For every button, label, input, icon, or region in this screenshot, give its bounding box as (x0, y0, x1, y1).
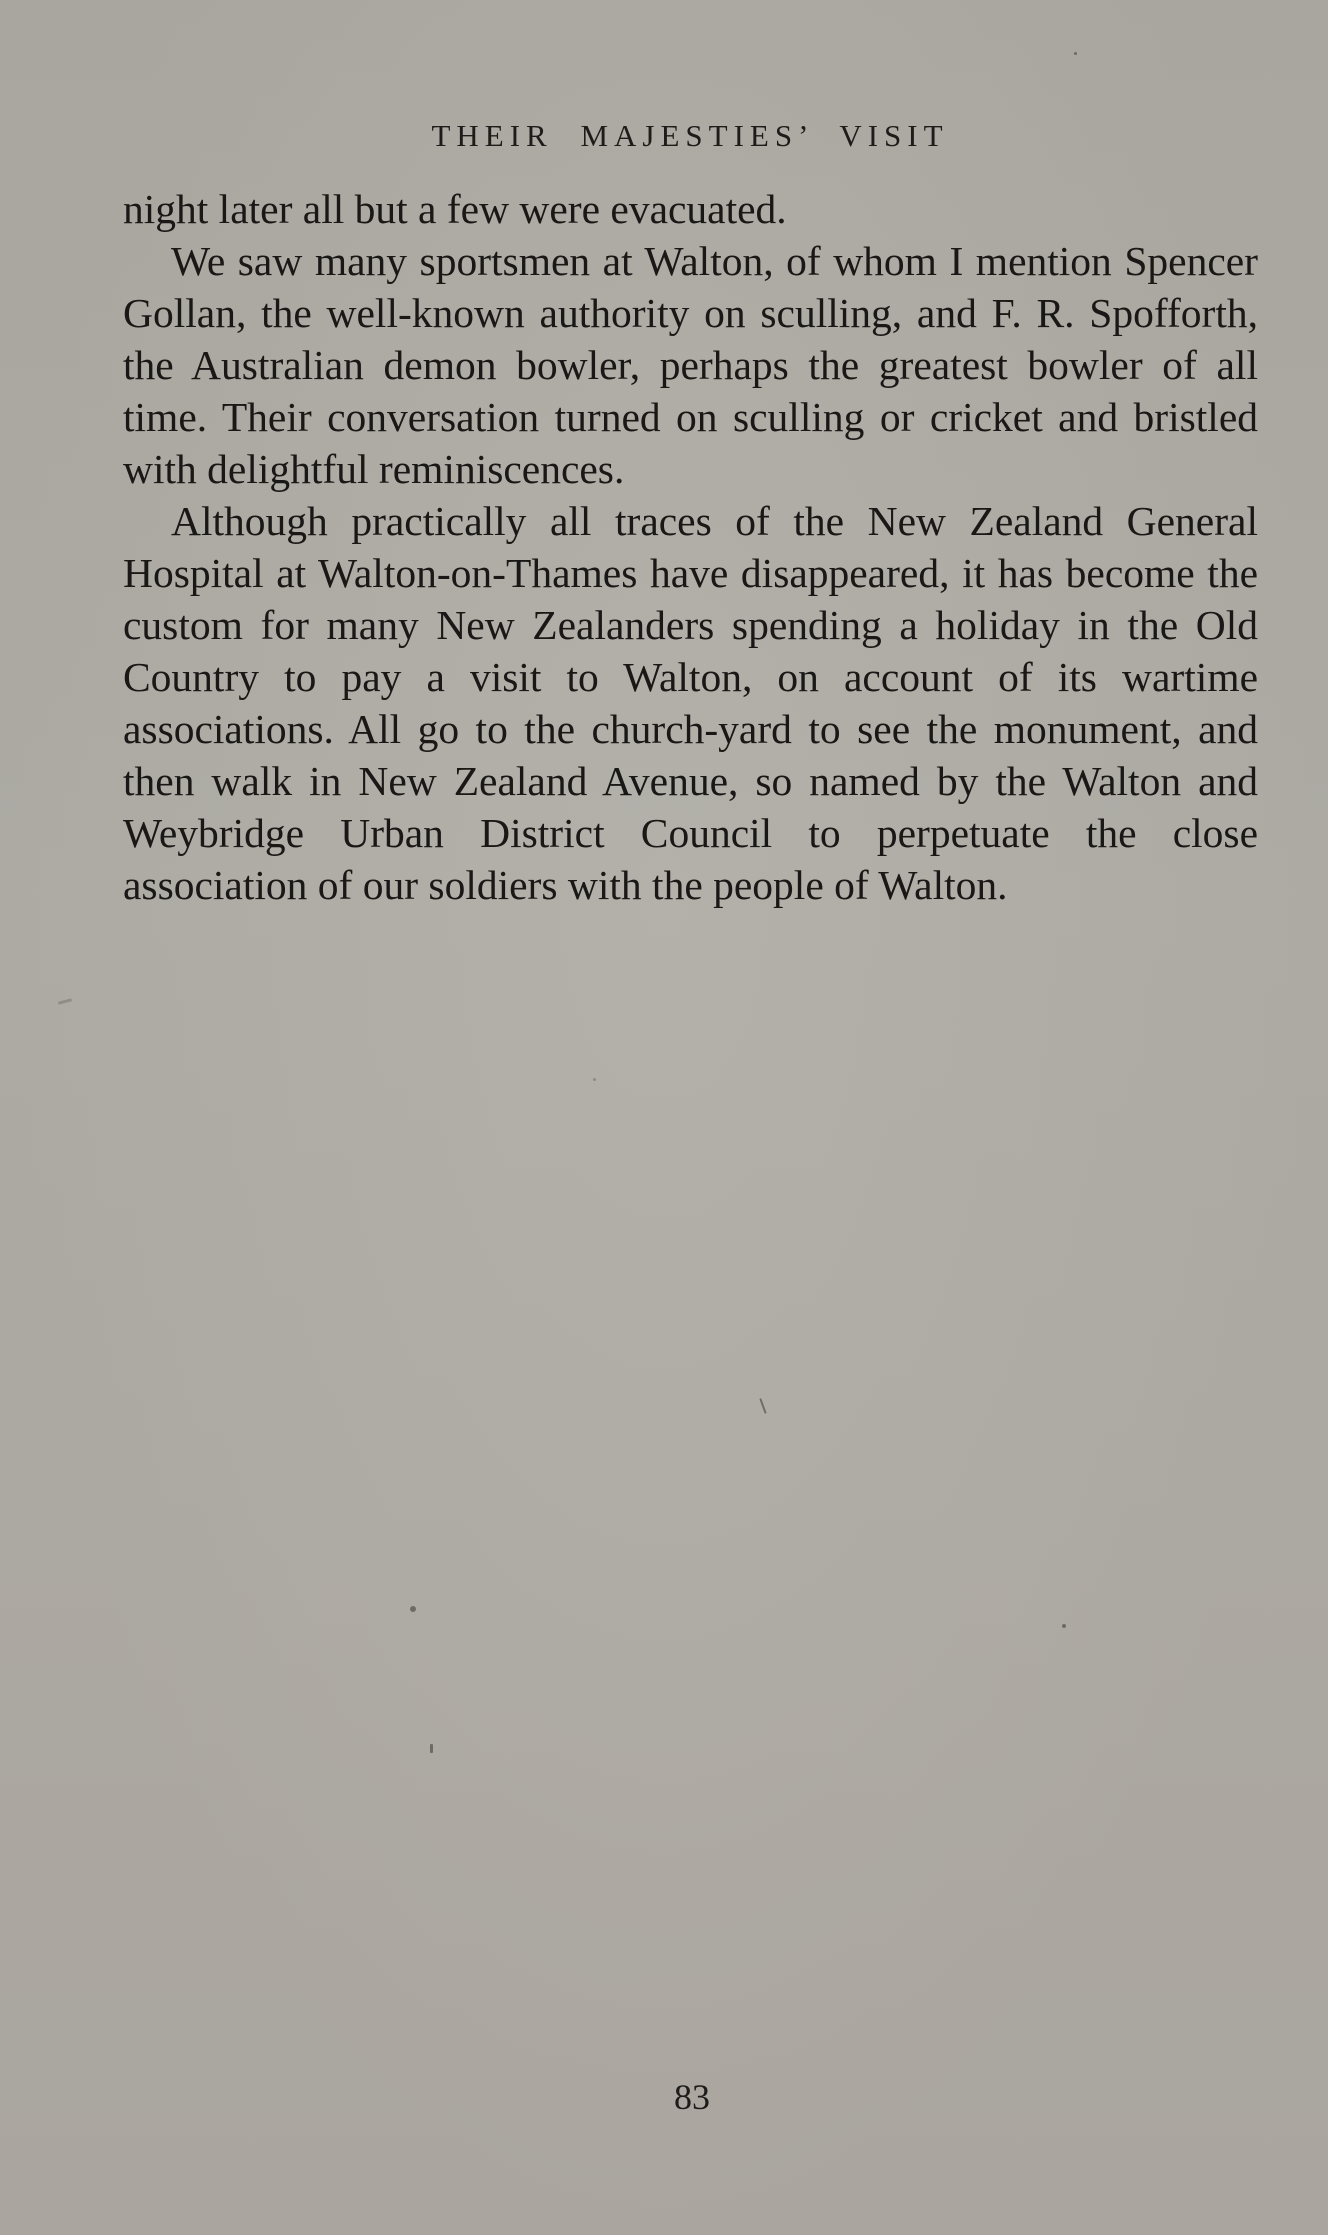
running-head: THEIR MAJESTIES’ VISIT (431, 118, 949, 153)
paper-speck (410, 1606, 416, 1612)
paper-speck (1074, 52, 1077, 55)
paper-speck (593, 1078, 596, 1081)
paper-speck (1062, 1624, 1066, 1628)
paper-speck (58, 998, 72, 1005)
paper-speck (430, 1744, 433, 1753)
paper-speck (759, 1398, 766, 1414)
body-text (123, 183, 1258, 911)
paragraph-1: night later all but a few were evacuated. (123, 186, 787, 232)
paragraph-3: Although practically all traces of the New Zealand General Hospital at Walton-on-Thames have disappeared, it has become the custom for many New Zealanders spending a holiday in the Old Country to pay a visit to Walton, on account of its wartime associations. All go to the church-yard to see the monument, and then walk in New Zealand Avenue, so named by the Walton and Weybridge Urban District Council to perpetuate the close association of our soldiers with the people of Walton. (123, 498, 1258, 908)
paragraph-2: We saw many sportsmen at Walton, of whom I mention Spencer Gollan, the well-known authority on sculling, and F. R. Spofforth, the Australian demon bowler, perhaps the greatest bowler of all time. Their conversation turned on sculling or cricket and bristled with delightful reminiscences. (123, 238, 1258, 492)
page-number: 83 (674, 2077, 710, 2117)
